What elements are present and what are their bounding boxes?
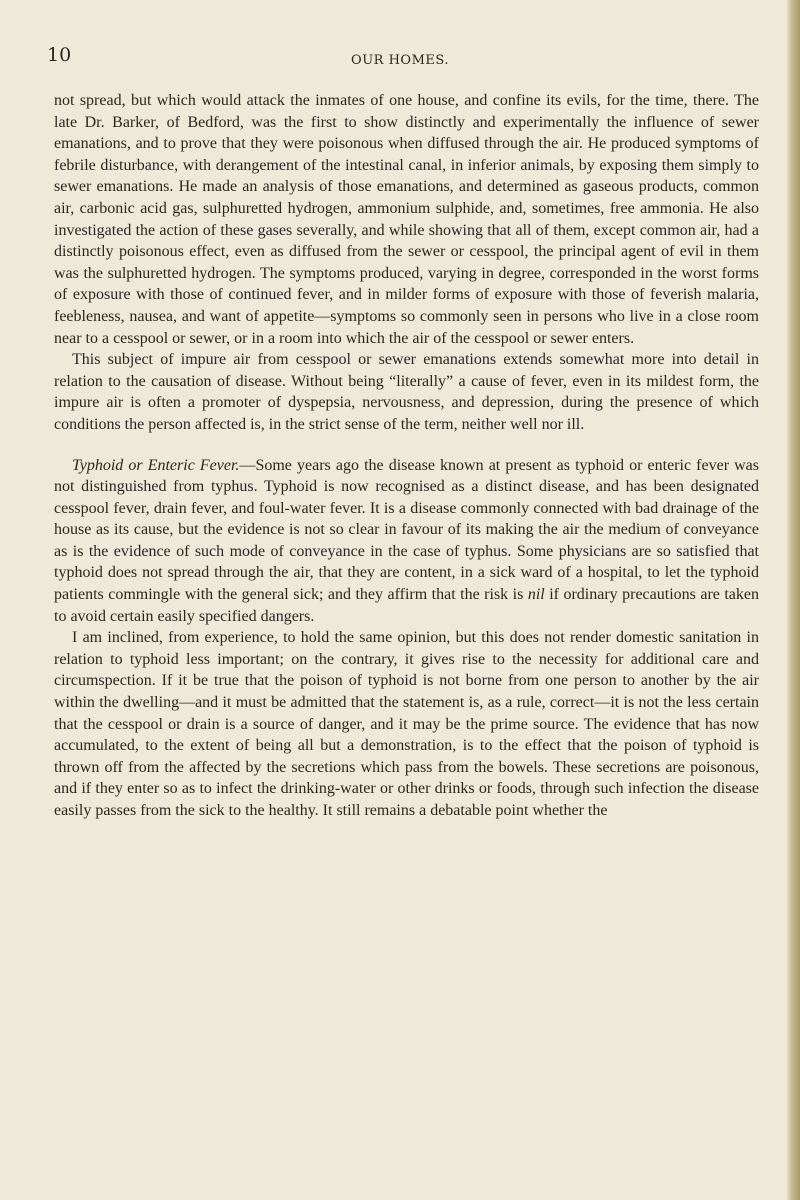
page-number: 10 bbox=[47, 44, 72, 66]
paragraph-4: I am inclined, from experience, to hold the same opinion, but this does not render domestic sanitation in relation to typhoid less important; on the contrary, it gives rise to the necessity for additional care and circumspection. If it be true that the poison of typhoid is not borne from one person to another by the air within the dwelling—and it must be admitted that the statement is, as a rule, correct—it is not the less certain that the cesspool or drain is a source of danger, and it may be the prime source. The evidence that has now accumulated, to the extent of being all but a demonstration, is to the effect that the poison of typhoid is thrown off from the affected by the secretions which pass from the bowels. These secretions are poisonous, and if they enter so as to infect the drinking-water or other drinks or foods, through such infection the disease easily passes from the sick to the healthy. It still remains a debatable point whether the bbox=[54, 629, 759, 819]
paragraph-1: not spread, but which would attack the inmates of one house, and confine its evils, for the time, there. The late Dr. Barker, of Bedford, was the first to show distinctly and experimentally the influence of sewer emanations, and to prove that they were poisonous when diffused through the air. He produced symptoms of febrile disturbance, with derangement of the intestinal canal, in inferior animals, by exposing them simply to sewer emanations. He made an analysis of those emanations, and determined as gaseous products, common air, carbonic acid gas, sulphuretted hydrogen, ammonium sulphide, and, sometimes, free ammonia. He also investigated the action of these gases severally, and while showing that all of them, except common air, had a distinctly poisonous effect, even as diffused from the sewer or cesspool, the principal agent of evil in them was the sulphuretted hydrogen. The symptoms produced, varying in degree, corresponded in the worst forms of exposure with those of continued fever, and in milder forms of exposure with those of feverish malaria, feebleness, nausea, and want of appetite—symptoms so commonly seen in persons who live in a close room near to a cesspool or sewer, or in a room into which the air of the cesspool or sewer enters. bbox=[54, 92, 759, 347]
body-text bbox=[54, 90, 759, 822]
paragraph-3-end: if ordinary precautions are taken to avoid certain easily specified dangers. bbox=[54, 586, 760, 625]
paragraph-3 bbox=[54, 455, 759, 628]
running-title: OUR HOMES. bbox=[351, 53, 449, 68]
paragraph-2: This subject of impure air from cesspool or sewer emanations extends somewhat more into detail in relation to the causation of disease. Without being “literally” a cause of fever, even in its mildest form, the impure air is often a promoter of dyspepsia, nervousness, and depression, during the presence of which conditions the person affected is, in the strict sense of the term, neither well nor ill. bbox=[54, 351, 759, 433]
page-edge-shadow bbox=[786, 0, 800, 1200]
paragraph-3-text: —Some years ago the disease known at present as typhoid or enteric fever was not distinguished from typhus. Typhoid is now recognised as a distinct disease, and has been designated cesspool fever, drain fever, and foul-water fever. It is a disease commonly connected with bad drainage of the house as its cause, but the evidence is not so clear in favour of its making the air the medium of conveyance as is the evidence of such mode of conveyance in the case of typhus. Some physicians are so satisfied that typhoid does not spread through the air, that they are content, in a sick ward of a hospital, to let the typhoid patients commingle with the general sick; and they affirm that the risk is bbox=[54, 456, 760, 604]
section-title: Typhoid or Enteric Fever. bbox=[72, 456, 240, 474]
emphasis-nil: nil bbox=[527, 586, 545, 604]
